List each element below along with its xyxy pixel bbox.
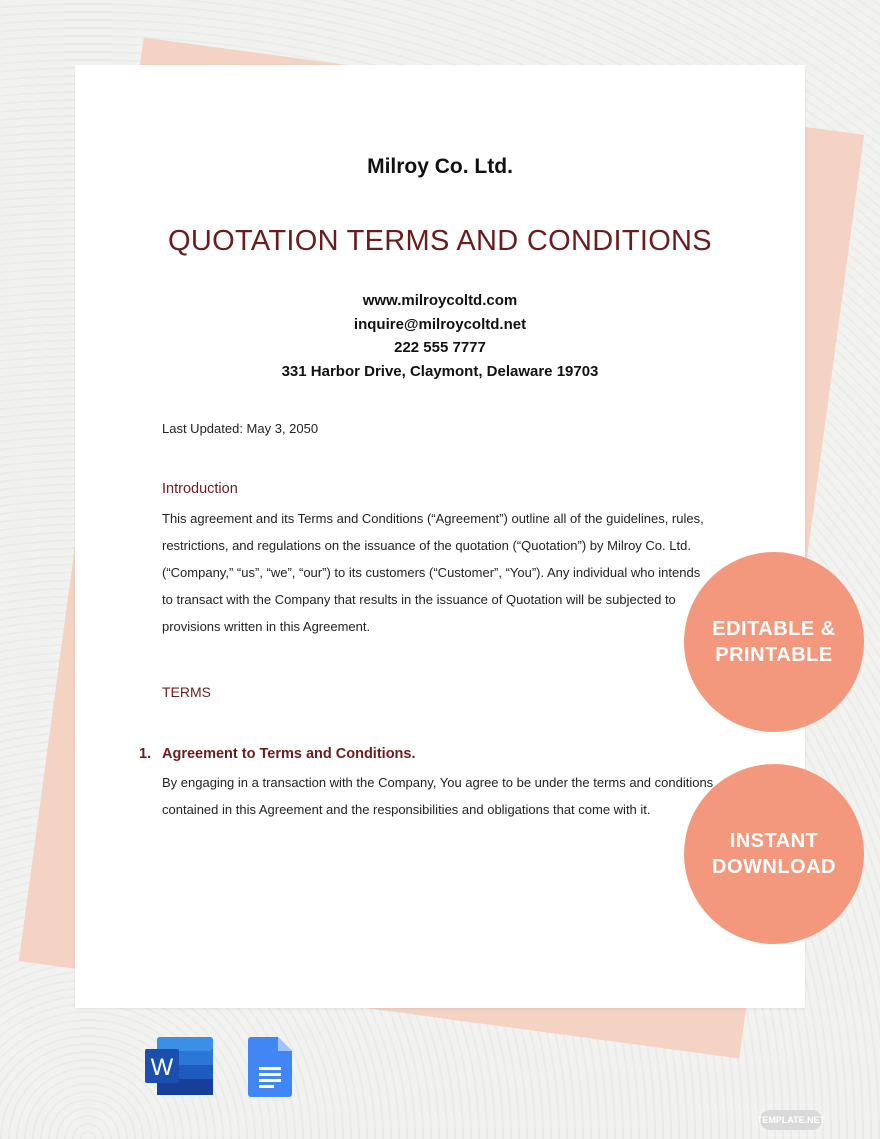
google-docs-icon — [248, 1037, 292, 1097]
template-net-logo: TEMPLATE.NET — [760, 1110, 822, 1130]
company-name: Milroy Co. Ltd. — [367, 155, 513, 178]
intro-line: (“Company,” “us”, “we”, “our”) to its customers (“Customer”, “You”). Any individual who intends — [162, 565, 701, 580]
section-paragraph — [162, 769, 732, 823]
intro-line: This agreement and its Terms and Conditions (“Agreement”) outline all of the guidelines, rules, — [162, 511, 704, 526]
section-line: contained in this Agreement and the responsibilities and obligations that come with it. — [162, 802, 651, 817]
editable-printable-badge: EDITABLE & PRINTABLE — [684, 552, 864, 732]
intro-line: provisions written in this Agreement. — [162, 619, 371, 634]
intro-heading: Introduction — [162, 481, 238, 497]
word-icon — [145, 1037, 213, 1097]
website: www.milroycoltd.com — [362, 292, 518, 309]
section-number: 1. — [139, 746, 152, 762]
instant-download-badge: INSTANT DOWNLOAD — [684, 764, 864, 944]
intro-line: to transact with the Company that results in the issuance of Quotation will be subjected to — [162, 592, 676, 607]
terms-heading: TERMS — [162, 684, 211, 700]
email: inquire@milroycoltd.net — [353, 315, 527, 333]
section-line: By engaging in a transaction with the Company, You agree to be under the terms and conditions — [162, 775, 714, 790]
intro-line: restrictions, and regulations on the issuance of the quotation (“Quotation”) by Milroy Co. Ltd. — [162, 538, 691, 553]
address: 331 Harbor Drive, Claymont, Delaware 19703 — [281, 362, 599, 380]
last-updated: Last Updated: May 3, 2050 — [162, 421, 319, 436]
section-heading: Agreement to Terms and Conditions. — [162, 746, 416, 762]
phone: 222 555 7777 — [394, 339, 486, 356]
document-title: QUOTATION TERMS AND CONDITIONS — [168, 225, 712, 257]
intro-paragraph — [162, 505, 732, 640]
svg-text:W: W — [150, 1054, 174, 1081]
contact-block — [75, 289, 805, 383]
